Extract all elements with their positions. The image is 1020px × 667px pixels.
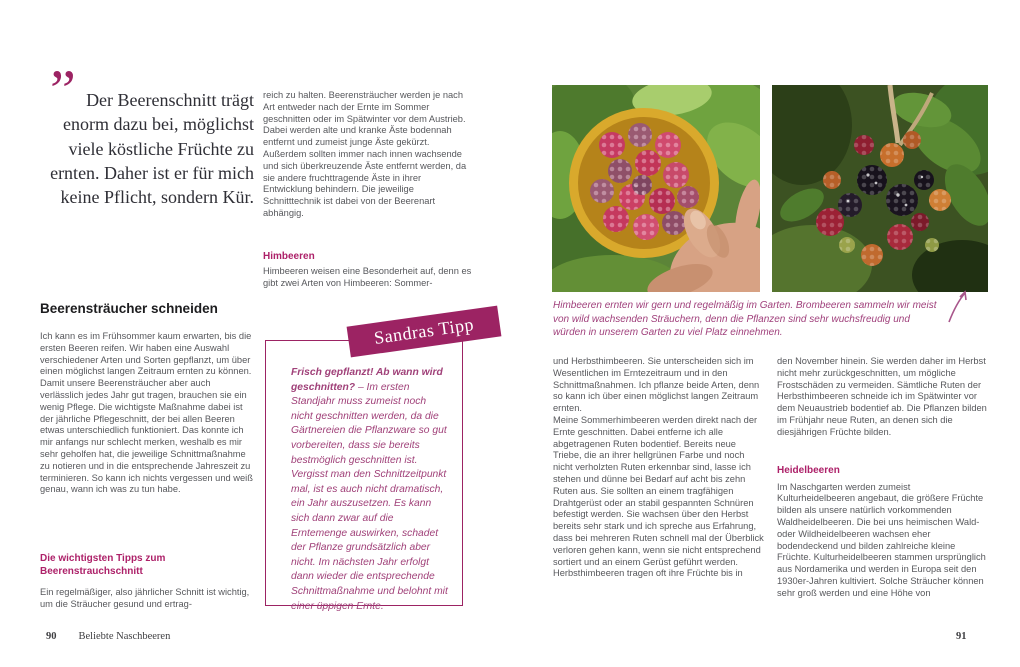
paragraph: den November hinein. Sie werden daher im Herbst nicht mehr zurückgeschnitten, um mögliche Frostschäden zu vermeiden. Sämtliche Ruten der Herbsthimbeeren schneide ich im Spätwinter vor dem Neuaustrieb bodentief ab. Die Pflanzen bilden im Frühjahr neue Ruten, an denen sich die diesjährigen Früchte bilden. bbox=[777, 356, 987, 437]
paragraph: Im Naschgarten werden zumeist Kulturheidelbeeren angebaut, die größere Früchte bilden als unsere natürlich vorkommenden Waldheidelbeeren. Die bei uns heimischen Wald- oder Wildheidelbeeren wachsen eher bodendeckend und bilden zahlreiche kleine Früchte. Kulturheidelbeeren stammen ursprünglich aus Nordamerika und werden in Europa seit den 1930er-Jahren kultiviert. Solche Sträucher können sehr groß werden und eine Höhe von bbox=[777, 481, 986, 598]
left-page-number: 90 bbox=[46, 631, 57, 642]
quote-mark-icon: ” bbox=[50, 58, 76, 123]
curved-arrow-icon bbox=[946, 289, 972, 325]
paragraph: Meine Sommerhimbeeren werden direkt nach der Ernte geschnitten. Dabei entferne ich alle abgetragenen Ruten bodentief. Bereits neue Triebe, die an ihrer hellgrünen Farbe und noch nicht verholzten Ruten erkennbar sind, lasse ich stehen und dünne bei Bedarf auf acht bis zehn Ruten aus. Sie sollten an einem tragfähigen Drahtgerüst oder an stabil gespannten Schnüren befestigt werden. Sie wachsen über den Herbst bereits sehr stark und ich spreche aus Erfahrung, dass bei mehreren Ruten schnell mal der Überblick verloren gehen kann, wenn sie nicht entsprechend sortiert und an einem Gerüst geführt werden. bbox=[553, 414, 764, 567]
himbeeren-subheading: Himbeeren bbox=[263, 251, 315, 262]
left-page-footer bbox=[46, 631, 170, 642]
tip-banner: Sandras Tipp bbox=[347, 306, 502, 358]
section-heading: Beerensträucher schneiden bbox=[40, 301, 218, 316]
tip-lead: Frisch gepflanzt! Ab wann wird geschnitten? bbox=[291, 367, 443, 393]
middle-column-paragraph-2: Himbeeren weisen eine Besonderheit auf, denn es gibt zwei Arten von Himbeeren: Sommer- bbox=[263, 266, 472, 288]
tip-text bbox=[291, 366, 449, 614]
left-column-paragraph: Ich kann es im Frühsommer kaum erwarten, bis die ersten Beeren reifen. Wir haben eine Auswahl verschiedener Arten und Sorten gepflanzt, um über einen möglichst langen Zeitraum ernten zu können. Damit unsere Beerensträucher aber auch verlässlich jedes Jahr gut tragen, brauchen sie ein wenig Pflege. Die wichtigste Maßnahme dabei ist der jährliche Pflegeschnitt, der bei allen Beeren etwas unterschiedlich funktioniert. Das konnte ich mir anfangs nur schlecht merken, weshalb es mir sehr geholfen hat, die jeweilige Schnittmaßnahme zu notieren und in die entsprechende Jahreszeit zu terminieren. So kann ich nichts vergessen und weiß genau, wann ich was zu tun habe. bbox=[40, 331, 253, 495]
paragraph: und Herbsthimbeeren. Sie unterscheiden sich im Wesentlichen im Erntezeitraum und in den Schnittmaßnahmen. Ich pflanze beide Arten, denn so kann ich über einen möglichst langen Zeitraum ernten. bbox=[553, 356, 760, 414]
paragraph: Herbsthimbeeren tragen oft ihre Früchte bis in bbox=[553, 568, 743, 579]
pull-quote: Der Beerenschnitt trägt enorm dazu bei, möglichst viele köstliche Früchte zu ernten. Daher ist er für mich keine Pflicht, sondern Kür. bbox=[50, 90, 254, 208]
photo-blackberries-on-bush bbox=[772, 85, 988, 292]
right-page-number: 91 bbox=[956, 631, 967, 642]
left-subheading: Die wichtigsten Tipps zum Beerenstrauchschnitt bbox=[40, 553, 166, 577]
right-column-1 bbox=[553, 356, 764, 580]
middle-column-paragraph: reich zu halten. Beerensträucher werden je nach Art entweder nach der Ernte im Sommer geschnitten oder im Spätwinter vor dem Austrieb. Dabei werden alte und kranke Äste bodennah entfernt und zumeist junge Äste gekürzt. Außerdem sollten immer nach innen wachsende und sich überkreuzende Äste entfernt werden, da sie andere fruchttragende Äste in ihrer Entwicklung behindern. Die jeweilige Schnitttechnik ist dabei von der Beerenart abhängig. bbox=[263, 90, 467, 218]
photo-raspberries-in-bowl bbox=[552, 85, 760, 292]
chapter-title: Beliebte Naschbeeren bbox=[78, 631, 171, 642]
right-column-2 bbox=[777, 356, 990, 600]
tip-body: – Im ersten Standjahr muss zumeist noch nicht geschnitten werden, da die Gärtnereien die Pflanzware so gut vorbereiten, dass sie bereits bestmöglich geschnitten ist. Vergisst man den Schnittzeitpunkt mal, ist es auch nicht dramatisch, ein Jahr auszusetzen. Es kann sich dann zwar auf die Erntemenge auswirken, schadet der Pflanze grundsätzlich aber nicht. Im nächsten Jahr erfolgt dann wieder die entsprechende Schnittmaßnahme und belohnt mit einer üppigen Ernte. bbox=[291, 381, 448, 612]
photo-caption: Himbeeren ernten wir gern und regelmäßig im Garten. Brombeeren sammeln wir meist von wild wachsenden Sträuchern, denn die Pflanzen sind sehr wuchsfreudig und würden in unserem Garten zu viel Platz einnehmen. bbox=[553, 300, 937, 338]
left-column-paragraph-2: Ein regelmäßiger, also jährlicher Schnitt ist wichtig, um die Sträucher gesund und ertrag- bbox=[40, 587, 250, 609]
heidelbeeren-subheading: Heidelbeeren bbox=[777, 464, 840, 476]
